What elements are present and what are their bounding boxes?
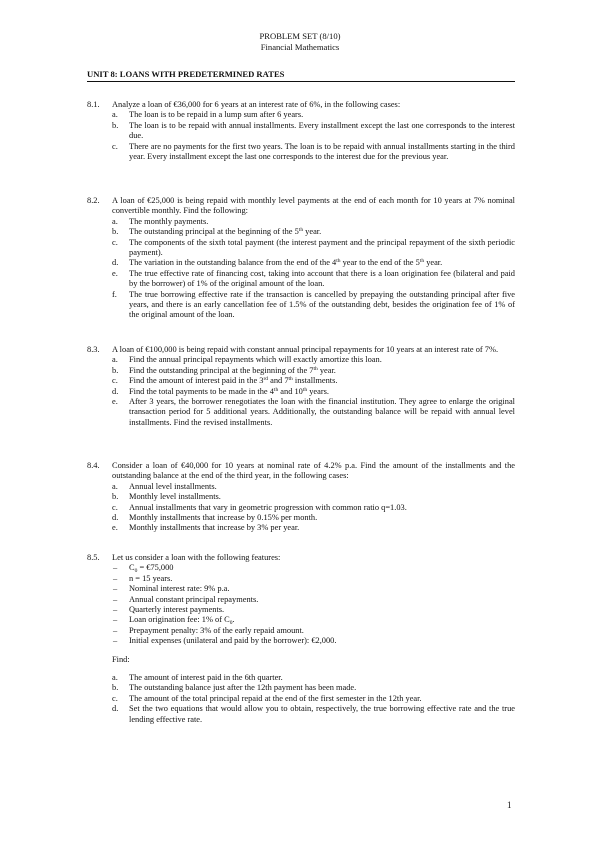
list-item: e. After 3 years, the borrower renegotiates the loan with the financial institution. They agree to enlarge the original transaction period for 5 additional years. Additionally, the outstanding balance will be repaid with annual level installments. Find the revised installments. [112,397,515,427]
header-title: PROBLEM SET (8/10) [259,31,341,41]
problem-number: 8.3. [87,345,100,354]
problem-8-1 [87,100,515,162]
feature-item: – Annual constant principal repayments. [113,594,259,604]
list-item: a. Find the annual principal repayments which will exactly amortize this loan. [112,355,382,365]
page-header [0,31,600,53]
list-item: a. The amount of interest paid in the 6th quarter. [112,673,283,683]
problem-statement: A loan of €25,000 is being repaid with monthly level payments at the end of each month for 10 years at 7% nominal convertible monthly. Find the following: [112,196,515,216]
list-item: d. The variation in the outstanding balance from the end of the 4th year to the end of the 5th year. [112,258,443,268]
list-item: c. There are no payments for the first two years. The loan is to be repaid with annual installments starting in the third year. Every installment except the last one corresponds to the interest due for the previous year. [112,141,515,162]
list-item: d. Set the two equations that would allow you to obtain, respectively, the true borrowing effective rate and the true lending effective rate. [112,704,515,724]
list-item: c. The amount of the total principal repaid at the end of the first semester in the 12th year. [112,693,422,703]
list-item: d. Monthly installments that increase by 0.15% per month. [112,513,318,523]
problem-statement: A loan of €100,000 is being repaid with constant annual principal repayments for 10 years at an interest rate of 7%. [112,345,499,354]
list-item: b. The outstanding balance just after the 12th payment has been made. [112,683,357,693]
list-item: b. Monthly level installments. [112,492,221,502]
problem-number: 8.2. [87,196,100,205]
problem-8-4 [87,461,515,534]
list-item: f. The true borrowing effective rate if the transaction is cancelled by prepaying the outstanding principal after five years, and there is an early cancellation fee of 1.5% of the outstanding debt, besides the origination fee of 1% of the original amount of the loan. [112,289,515,320]
list-item: d. Find the total payments to be made in the 4th and 10th years. [112,386,329,396]
list-item: e. Monthly installments that increase by 3% per year. [112,523,300,533]
problem-statement: Consider a loan of €40,000 for 10 years at nominal rate of 4.2% p.a. Find the amount of the installments and the outstanding balance at the end of the third year, in the following cases: [112,461,515,481]
problem-statement: Let us consider a loan with the following features: [112,553,281,562]
list-item: c. Find the amount of interest paid in the 3rd and 7th installments. [112,376,338,386]
problem-8-3 [87,345,515,428]
list-item: a. The monthly payments. [112,216,209,226]
feature-item: – Initial expenses (unilateral and paid by the borrower): €2,000. [113,636,337,646]
list-item: b. The outstanding principal at the beginning of the 5th year. [112,227,322,237]
list-item: c. The components of the sixth total payment (the interest payment and the principal repayment of the sixth periodic payment). [112,237,515,258]
list-item: b. The loan is to be repaid with annual installments. Every installment except the last one corresponds to the interest due. [112,120,515,141]
header-subtitle: Financial Mathematics [260,42,340,52]
problem-number: 8.1. [87,100,100,109]
problem-number: 8.4. [87,461,100,470]
feature-item: – Prepayment penalty: 3% of the early repaid amount. [113,625,304,635]
list-item: e. The true effective rate of financing cost, taking into account that there is a loan origination fee (bilateral and paid by the borrower) of 1% of the original amount of the loan. [112,268,515,289]
feature-item: – Nominal interest rate: 9% p.a. [113,584,230,594]
unit-title: UNIT 8: LOANS WITH PREDETERMINED RATES [87,69,515,82]
feature-item: – Loan origination fee: 1% of $C_0$. [113,615,235,627]
feature-item: – Quarterly interest payments. [113,605,225,615]
problem-number: 8.5. [87,553,100,562]
problem-statement: Analyze a loan of €36,000 for 6 years at an interest rate of 6%, in the following cases: [112,100,401,109]
page-number: 1 [507,800,512,810]
feature-item: – n = 15 years. [113,573,173,583]
find-label: Find: [112,654,130,664]
problem-8-5 [87,553,515,725]
feature-item: – $C_0$ = €75,000 [113,563,174,575]
list-item: a. Annual level installments. [112,481,217,491]
list-item: a. The loan is to be repaid in a lump sum after 6 years. [112,110,304,120]
list-item: c. Annual installments that vary in geometric progression with common ratio q=1.03. [112,502,407,512]
list-item: b. Find the outstanding principal at the beginning of the 7th year. [112,365,336,375]
problem-8-2 [87,196,515,321]
